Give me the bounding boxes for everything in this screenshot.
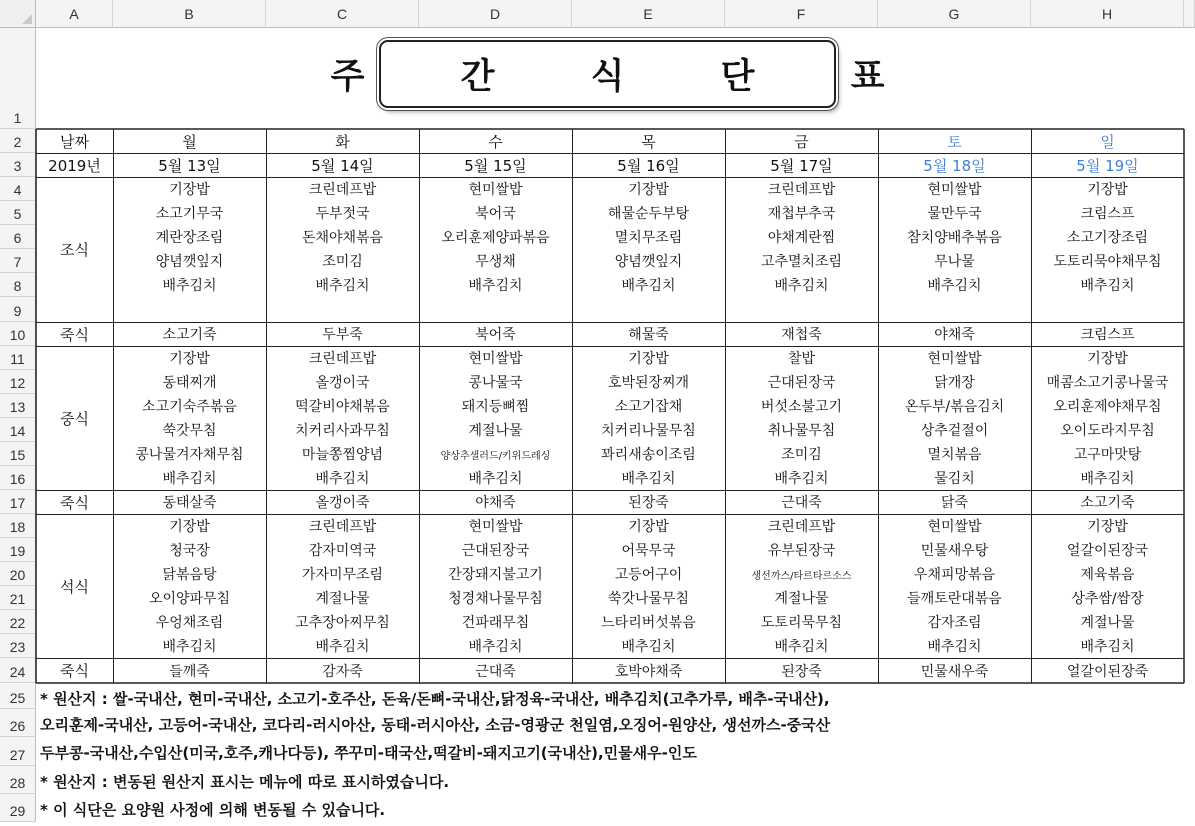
menu-cell[interactable]: 감자조림 — [927, 615, 982, 631]
menu-cell[interactable]: 올갱이국 — [315, 375, 370, 391]
menu-cell[interactable]: 크린데프밥 — [767, 519, 836, 535]
menu-cell[interactable]: 현미쌀밥 — [468, 519, 523, 535]
menu-cell[interactable]: 올갱이죽 — [315, 495, 370, 511]
day-header[interactable]: 목 — [641, 132, 656, 151]
menu-cell[interactable]: 야채죽 — [934, 327, 975, 343]
menu-cell[interactable]: 감자미역국 — [308, 543, 377, 559]
menu-cell[interactable] — [266, 297, 419, 322]
menu-cell[interactable]: 소고기잡채 — [614, 399, 683, 415]
menu-cell[interactable]: 북어죽 — [475, 327, 516, 343]
row-header-20[interactable]: 20 — [0, 562, 36, 586]
menu-cell[interactable]: 닭죽 — [940, 495, 969, 511]
column-header-overflow — [1184, 0, 1195, 28]
menu-cell[interactable] — [725, 297, 878, 322]
row-header-15[interactable]: 15 — [0, 442, 36, 466]
note-line[interactable]: 오리훈제-국내산, 고등어-국내산, 코다리-러시아산, 동태-러시아산, 소금-영광군 천일염,오징어-원양산, 생선까스-중국산 — [40, 716, 831, 734]
menu-cell[interactable]: 된장죽 — [781, 663, 822, 680]
menu-cell[interactable]: 배추김치 — [1080, 639, 1135, 655]
row-header-29[interactable]: 29 — [0, 794, 36, 822]
menu-cell[interactable]: 얼갈이된장죽 — [1066, 663, 1149, 680]
row-header-28[interactable]: 28 — [0, 766, 36, 794]
menu-cell[interactable]: 양념깻잎지 — [155, 254, 224, 270]
menu-cell[interactable]: 호박된장찌개 — [607, 375, 690, 391]
column-header-c[interactable]: C — [266, 0, 419, 28]
row-header-13[interactable]: 13 — [0, 394, 36, 418]
menu-cell[interactable]: 우채피망볶음 — [913, 567, 996, 583]
menu-cell[interactable]: 들깨죽 — [169, 663, 210, 680]
menu-cell[interactable]: 재첩부추국 — [767, 206, 836, 222]
menu-cell[interactable]: 얼갈이된장국 — [1066, 543, 1149, 559]
menu-cell[interactable]: 배추김치 — [927, 278, 982, 294]
menu-cell[interactable]: 쑥갓나물무침 — [607, 591, 690, 607]
menu-cell[interactable]: 오이양파무침 — [148, 591, 231, 607]
menu-cell[interactable]: 물만두국 — [927, 206, 982, 222]
menu-cell[interactable]: 계절나물 — [774, 591, 829, 607]
menu-cell[interactable]: 닭개장 — [934, 375, 975, 391]
note-line[interactable]: 두부콩-국내산,수입산(미국,호주,캐나다등), 쭈꾸미-태국산,떡갈비-돼지고기(국내산),민물새우-인도 — [40, 744, 697, 762]
menu-cell[interactable]: 기장밥 — [628, 519, 669, 535]
meal-label-porridge[interactable]: 죽식 — [60, 493, 89, 512]
menu-cell[interactable]: 고추장아찌무침 — [295, 615, 390, 631]
menu-cell[interactable]: 배추김치 — [621, 471, 676, 487]
row-header-25[interactable]: 25 — [0, 683, 36, 709]
menu-cell[interactable]: 근대죽 — [475, 663, 516, 680]
menu-cell[interactable]: 기장밥 — [628, 351, 669, 367]
menu-cell[interactable]: 배추김치 — [315, 278, 370, 294]
menu-cell[interactable] — [1031, 297, 1184, 322]
menu-cell[interactable]: 돼지등뼈찜 — [461, 399, 530, 415]
menu-cell[interactable]: 조미김 — [322, 254, 363, 270]
menu-cell[interactable]: 도토리묵야채무침 — [1053, 254, 1162, 270]
menu-cell[interactable]: 근대된장국 — [767, 375, 836, 391]
menu-cell[interactable]: 오이도라지무침 — [1060, 423, 1155, 439]
menu-cell[interactable]: 배추김치 — [315, 639, 370, 655]
row-header-7[interactable]: 7 — [0, 249, 36, 273]
date-header[interactable]: 5월 18일 — [923, 156, 986, 175]
menu-cell[interactable]: 멸치무조림 — [614, 230, 683, 246]
menu-cell[interactable]: 해물순두부탕 — [607, 206, 690, 222]
menu-cell[interactable]: 감자죽 — [322, 663, 363, 680]
menu-cell[interactable]: 야채죽 — [475, 495, 516, 511]
menu-cell[interactable]: 참치양배추볶음 — [907, 230, 1002, 246]
meal-label-lunch[interactable]: 중식 — [60, 409, 89, 428]
menu-cell[interactable]: 닭볶음탕 — [162, 567, 217, 583]
menu-cell[interactable]: 민물새우죽 — [920, 663, 989, 680]
row-header-8[interactable]: 8 — [0, 273, 36, 297]
menu-cell[interactable]: 소고기죽 — [162, 327, 217, 343]
row-header-26[interactable]: 26 — [0, 709, 36, 737]
row-header-24[interactable]: 24 — [0, 658, 36, 683]
menu-cell[interactable]: 배추김치 — [774, 471, 829, 487]
menu-cell[interactable]: 기장밥 — [169, 351, 210, 367]
date-header[interactable]: 5월 17일 — [770, 156, 833, 175]
date-header[interactable]: 5월 16일 — [617, 156, 680, 175]
menu-cell[interactable]: 기장밥 — [169, 519, 210, 535]
row-header-18[interactable]: 18 — [0, 514, 36, 538]
date-header[interactable]: 5월 19일 — [1076, 156, 1139, 175]
menu-cell[interactable] — [878, 297, 1031, 322]
row-header-21[interactable]: 21 — [0, 586, 36, 610]
menu-cell[interactable]: 현미쌀밥 — [468, 351, 523, 367]
menu-cell[interactable]: 치커리나물무침 — [601, 423, 696, 439]
column-header-g[interactable]: G — [878, 0, 1031, 28]
menu-cell[interactable]: 크린데프밥 — [308, 182, 377, 198]
select-all-corner[interactable] — [0, 0, 36, 28]
menu-cell[interactable]: 배추김치 — [162, 471, 217, 487]
menu-cell[interactable]: 물김치 — [934, 471, 975, 487]
note-line[interactable]: * 이 식단은 요양원 사정에 의해 변동될 수 있습니다. — [40, 801, 386, 819]
day-header[interactable]: 화 — [335, 132, 350, 151]
menu-cell[interactable]: 마늘쫑찜양념 — [301, 447, 384, 463]
page-title: 주 간 식 단 표 — [330, 57, 927, 97]
menu-cell[interactable]: 계절나물 — [1080, 615, 1135, 631]
meal-label-dinner[interactable]: 석식 — [60, 577, 89, 596]
menu-cell[interactable]: 기장밥 — [169, 182, 210, 198]
menu-cell[interactable]: 현미쌀밥 — [927, 519, 982, 535]
row-header-11[interactable]: 11 — [0, 346, 36, 370]
menu-cell[interactable]: 크린데프밥 — [767, 182, 836, 198]
menu-cell[interactable]: 소고기죽 — [1080, 495, 1135, 511]
menu-cell[interactable]: 고등어구이 — [614, 567, 683, 583]
menu-cell[interactable]: 호박야채죽 — [614, 663, 683, 680]
column-header-f[interactable]: F — [725, 0, 878, 28]
menu-cell[interactable]: 현미쌀밥 — [927, 182, 982, 198]
note-line[interactable]: * 원산지 : 쌀-국내산, 현미-국내산, 소고기-호주산, 돈육/돈뼈-국내산,닭정육-국내산, 배추김치(고추가루, 배추-국내산), — [40, 690, 830, 708]
menu-cell[interactable]: 제육볶음 — [1080, 567, 1135, 583]
date-header[interactable]: 5월 14일 — [311, 156, 374, 175]
date-header[interactable]: 5월 15일 — [464, 156, 527, 175]
menu-cell[interactable]: 느타리버섯볶음 — [601, 615, 696, 631]
menu-cell[interactable]: 재첩죽 — [781, 327, 822, 343]
menu-cell[interactable]: 고추멸치조림 — [760, 254, 843, 270]
menu-cell[interactable]: 양상추샐러드/키위드레싱 — [440, 450, 551, 462]
menu-cell[interactable]: 생선까스/타르타르소스 — [751, 570, 852, 582]
row-header-3[interactable]: 3 — [0, 153, 36, 177]
date-label-cell[interactable]: 날짜 — [60, 132, 89, 151]
menu-cell[interactable]: 돈채야채볶음 — [301, 230, 384, 246]
menu-cell[interactable]: 우엉채조림 — [155, 615, 224, 631]
menu-cell[interactable]: 배추김치 — [927, 639, 982, 655]
menu-cell[interactable]: 배추김치 — [774, 639, 829, 655]
column-header-e[interactable]: E — [572, 0, 725, 28]
row-header-27[interactable]: 27 — [0, 737, 36, 766]
menu-cell[interactable]: 매콤소고기콩나물국 — [1046, 375, 1169, 391]
row-header-12[interactable]: 12 — [0, 370, 36, 394]
menu-cell[interactable]: 떡갈비야채볶음 — [295, 399, 390, 415]
row-header-9[interactable]: 9 — [0, 297, 36, 322]
column-header-a[interactable]: A — [36, 0, 113, 28]
menu-cell[interactable]: 버섯소불고기 — [760, 399, 843, 415]
menu-cell[interactable]: 상추겉절이 — [920, 423, 989, 439]
menu-cell[interactable]: 기장밥 — [628, 182, 669, 198]
menu-cell[interactable]: 근대죽 — [781, 495, 822, 511]
row-header-16[interactable]: 16 — [0, 466, 36, 490]
title-box[interactable] — [330, 40, 927, 108]
column-header-d[interactable]: D — [419, 0, 572, 28]
menu-cell[interactable]: 배추김치 — [468, 639, 523, 655]
menu-cell[interactable]: 청경채나물무침 — [448, 591, 543, 607]
row-header-14[interactable]: 14 — [0, 418, 36, 442]
menu-cell[interactable]: 배추김치 — [162, 278, 217, 294]
menu-cell[interactable]: 크린데프밥 — [308, 351, 377, 367]
menu-cell[interactable]: 치커리사과무침 — [295, 423, 390, 439]
menu-cell[interactable]: 두부젓국 — [315, 206, 370, 222]
menu-cell[interactable]: 기장밥 — [1087, 182, 1128, 198]
menu-cell[interactable]: 북어국 — [475, 206, 516, 222]
menu-cell[interactable]: 기장밥 — [1087, 519, 1128, 535]
menu-cell[interactable]: 취나물무침 — [767, 423, 836, 439]
menu-cell[interactable]: 해물죽 — [628, 327, 669, 343]
menu-cell[interactable]: 배추김치 — [162, 639, 217, 655]
menu-cell[interactable]: 동태살죽 — [162, 495, 217, 511]
menu-cell[interactable]: 청국장 — [169, 543, 210, 559]
row-header-4[interactable]: 4 — [0, 177, 36, 201]
menu-cell[interactable]: 배추김치 — [621, 639, 676, 655]
menu-cell[interactable]: 배추김치 — [1080, 471, 1135, 487]
row-header-5[interactable]: 5 — [0, 201, 36, 225]
meal-label-porridge[interactable]: 죽식 — [60, 662, 89, 680]
day-header[interactable]: 일 — [1100, 132, 1115, 151]
menu-cell[interactable]: 배추김치 — [1080, 278, 1135, 294]
menu-cell[interactable]: 배추김치 — [468, 471, 523, 487]
menu-cell[interactable]: 배추김치 — [774, 278, 829, 294]
menu-cell[interactable]: 유부된장국 — [767, 543, 836, 559]
note-line[interactable]: * 원산지 : 변동된 원산지 표시는 메뉴에 따로 표시하였습니다. — [40, 773, 450, 791]
menu-cell[interactable]: 크림스프 — [1080, 327, 1135, 343]
menu-cell[interactable]: 계란장조림 — [155, 230, 224, 246]
menu-cell[interactable]: 동태찌개 — [162, 375, 217, 391]
menu-cell[interactable] — [419, 297, 572, 322]
row-header-2[interactable]: 2 — [0, 129, 36, 153]
menu-cell[interactable]: 현미쌀밥 — [927, 351, 982, 367]
menu-cell[interactable]: 콩나물겨자채무침 — [135, 447, 244, 463]
menu-cell[interactable]: 근대된장국 — [461, 543, 530, 559]
row-header-6[interactable]: 6 — [0, 225, 36, 249]
menu-cell[interactable]: 오리훈제양파볶음 — [441, 230, 550, 246]
row-header-17[interactable]: 17 — [0, 490, 36, 514]
meal-label-breakfast[interactable]: 조식 — [60, 241, 89, 259]
day-header[interactable]: 월 — [182, 132, 197, 151]
menu-cell[interactable]: 계절나물 — [315, 591, 370, 607]
menu-cell[interactable]: 가자미무조림 — [301, 567, 384, 583]
menu-cell[interactable]: 크린데프밥 — [308, 519, 377, 535]
menu-cell[interactable]: 무나물 — [934, 254, 975, 270]
menu-cell[interactable]: 건파래무침 — [461, 615, 530, 631]
menu-cell[interactable]: 된장죽 — [628, 495, 669, 511]
menu-cell[interactable]: 온두부/볶음김치 — [904, 399, 1005, 415]
menu-cell[interactable]: 멸치볶음 — [927, 447, 982, 463]
column-header-b[interactable]: B — [113, 0, 266, 28]
row-header-23[interactable]: 23 — [0, 634, 36, 658]
menu-cell[interactable]: 두부죽 — [322, 327, 363, 343]
menu-cell[interactable]: 민물새우탕 — [920, 543, 989, 559]
menu-cell[interactable]: 조미김 — [781, 447, 822, 463]
menu-cell[interactable]: 어묵무국 — [621, 543, 676, 559]
menu-cell[interactable]: 배추김치 — [315, 471, 370, 487]
menu-cell[interactable]: 쑥갓무침 — [162, 423, 217, 439]
row-header-10[interactable]: 10 — [0, 322, 36, 346]
menu-cell[interactable]: 소고기무국 — [155, 206, 224, 222]
date-header[interactable]: 5월 13일 — [158, 156, 221, 175]
row-header-22[interactable]: 22 — [0, 610, 36, 634]
menu-cell[interactable]: 소고기장조림 — [1066, 230, 1149, 246]
menu-cell[interactable]: 찰밥 — [787, 351, 816, 367]
column-header-h[interactable]: H — [1031, 0, 1184, 28]
menu-cell[interactable]: 배추김치 — [468, 278, 523, 294]
menu-cell[interactable]: 콩나물국 — [468, 375, 523, 391]
menu-cell[interactable]: 고구마맛탕 — [1073, 447, 1142, 463]
year-cell[interactable]: 2019년 — [48, 156, 101, 175]
menu-cell[interactable]: 도토리묵무침 — [760, 615, 843, 631]
meal-label-porridge[interactable]: 죽식 — [60, 325, 89, 344]
menu-cell[interactable]: 현미쌀밥 — [468, 182, 523, 198]
day-header[interactable]: 수 — [488, 132, 503, 151]
menu-cell[interactable] — [113, 297, 266, 322]
menu-cell[interactable]: 꽈리새송이조림 — [601, 447, 696, 463]
menu-cell[interactable]: 들깨토란대볶음 — [907, 591, 1002, 607]
day-header[interactable]: 토 — [947, 132, 962, 151]
menu-cell[interactable]: 양념깻잎지 — [614, 254, 683, 270]
menu-cell[interactable]: 계절나물 — [468, 423, 523, 439]
menu-cell[interactable]: 간장돼지불고기 — [448, 567, 543, 583]
menu-cell[interactable]: 무생채 — [475, 254, 516, 270]
menu-cell[interactable] — [572, 297, 725, 322]
menu-cell[interactable]: 야채계란찜 — [767, 230, 836, 246]
day-header[interactable]: 금 — [794, 132, 809, 151]
menu-cell[interactable]: 배추김치 — [621, 278, 676, 294]
row-header-19[interactable]: 19 — [0, 538, 36, 562]
menu-cell[interactable]: 크림스프 — [1080, 206, 1135, 222]
row-header-1[interactable]: 1 — [0, 28, 36, 129]
menu-cell[interactable]: 상추쌈/쌈장 — [1071, 591, 1144, 607]
menu-cell[interactable]: 기장밥 — [1087, 351, 1128, 367]
menu-cell[interactable]: 소고기숙주볶음 — [142, 399, 237, 415]
menu-cell[interactable]: 오리훈제야채무침 — [1053, 399, 1162, 415]
